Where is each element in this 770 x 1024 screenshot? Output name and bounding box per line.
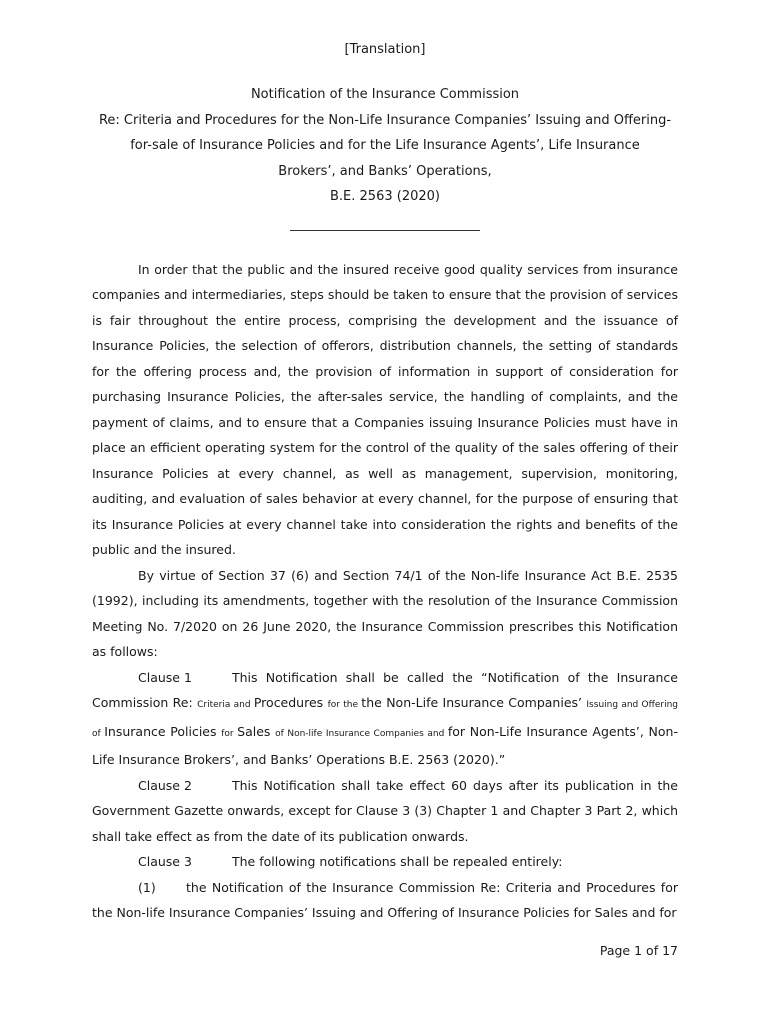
title-line-3: for-sale of Insurance Policies and for the Life Insurance Agents’, Life Insurance: [130, 138, 640, 153]
clause-3: [92, 849, 678, 875]
item-1-text: the Notification of the Insurance Commission Re: Criteria and Procedures for the Non-life Insurance Companies’ Issuing and Offering of Insurance Policies for Sales and for: [92, 879, 678, 920]
title-line-2: Re: Criteria and Procedures for the Non-Life Insurance Companies’ Issuing and Offering-: [98, 112, 672, 128]
clause-1: Clause 1 This Notification shall be called the “Notification of the Insurance Commission Re: Criteria and Procedures for the the Non-Life Insurance Companies’ Issuing and Offering of Insurance Policies for Sales of Non-life Insurance Companies and for Non-Life Insurance Agents’, Non-Life Insurance Brokers’, and Banks’ Operations B.E. 2563 (2020).”: [92, 665, 678, 773]
title-line-4: Brokers’, and Banks’ Operations,: [278, 163, 492, 179]
document-page: [92, 40, 678, 926]
title-line-5: B.E. 2563 (2020): [330, 189, 440, 204]
item-1-label: (1): [138, 879, 156, 895]
current-page: 1: [634, 943, 643, 958]
clause-2: [92, 773, 678, 850]
total-pages: 17: [662, 943, 678, 958]
translation-tag: [Translation]: [344, 42, 426, 57]
title-divider: [92, 216, 678, 235]
page-number: Page 1 of 17: [599, 943, 678, 958]
document-title: [92, 82, 678, 210]
authority-paragraph: By virtue of Section 37 (6) and Section 74/1 of the Non-life Insurance Act B.E. 2535 (1992), including its amendments, together with the resolution of the Insurance Commission Meeting No. 7/2020 on 26 June 2020, the Insurance Commission prescribes this Notification as follows:: [92, 567, 678, 659]
clause-1-label: Clause 1: [138, 669, 192, 685]
title-line-1: Notification of the Insurance Commission: [250, 87, 520, 102]
clause-3-label: Clause 3: [138, 854, 192, 869]
clause-3-text: The following notifications shall be repealed entirely:: [232, 854, 563, 869]
clause-2-label: Clause 2: [138, 777, 192, 793]
preamble-paragraph: In order that the public and the insured receive good quality services from insurance companies and intermediaries, steps should be taken to ensure that the provision of services is fair throughout the entire process, comprising the development and the issuance of Insurance Policies, the selection of offerors, distribution channels, the setting of standards for the offering process and, the provision of information in support of consideration for purchasing Insurance Policies, the after-sales service, the handling of complaints, and the payment of claims, and to ensure that a Companies issuing Insurance Policies must have in place an efficient operating system for the control of the quality of the sales offering of their Insurance Policies at every channel, as well as management, supervision, monitoring, auditing, and evaluation of sales behavior at every channel, for the purpose of ensuring that its Insurance Policies at every channel take into consideration the rights and benefits of the public and the insured.: [92, 261, 678, 557]
clause-3-item-1: [92, 875, 678, 926]
clause-2-text: This Notification shall take effect 60 days after its publication in the Government Gazette onwards, except for Clause 3 (3) Chapter 1 and Chapter 3 Part 2, which shall take effect as from the date of its publication onwards.: [92, 777, 678, 844]
